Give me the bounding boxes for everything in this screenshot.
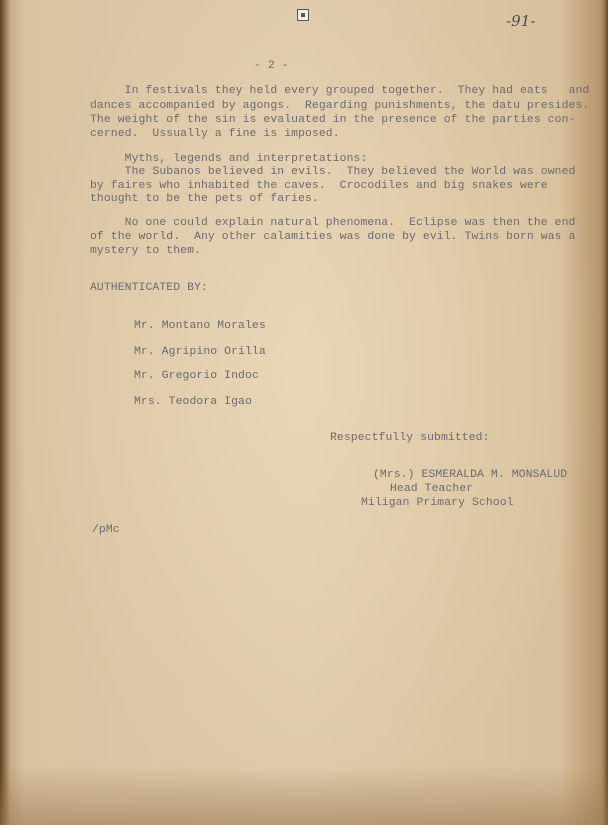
paragraph-2-line-4: thought to be the pets of faries. [90, 193, 319, 205]
paragraph-2-line-3: by faires who inhabited the caves. Crocodiles and big snakes were [90, 180, 548, 192]
paragraph-1-line-3: The weight of the sin is evaluated in the presence of the parties con- [90, 114, 576, 126]
authenticator-name-4: Mrs. Teodora Igao [134, 396, 252, 408]
staple-icon [297, 9, 309, 21]
paragraph-2-line-2: The Subanos believed in evils. They believed the World was owned [90, 166, 576, 178]
authenticated-by-heading: AUTHENTICATED BY: [90, 282, 208, 294]
paragraph-3-line-1: No one could explain natural phenomena. Eclipse was then the end [90, 217, 576, 229]
page-right-edge [600, 0, 608, 825]
page-left-edge [0, 0, 10, 825]
authenticator-name-2: Mr. Agripino Orilla [134, 346, 266, 358]
signer-title: Head Teacher [390, 483, 474, 495]
page-bottom-shade [0, 765, 608, 825]
paragraph-1-line-4: cerned. Ussually a fine is imposed. [90, 128, 340, 140]
paragraph-3-line-3: mystery to them. [90, 245, 201, 257]
typist-initials: /pMc [92, 524, 120, 536]
authenticator-name-1: Mr. Montano Morales [134, 320, 266, 332]
page-number: - 2 - [254, 60, 289, 72]
paragraph-1-line-1: In festivals they held every grouped together. They had eats and [90, 85, 590, 97]
signer-school: Miligan Primary School [361, 497, 514, 509]
paragraph-1-line-2: dances accompanied by agongs. Regarding punishments, the datu presides. [90, 100, 590, 112]
paragraph-2-line-1: Myths, legends and interpretations: [90, 153, 368, 165]
signer-name: (Mrs.) ESMERALDA M. MONSALUD [373, 469, 568, 481]
closing-salutation: Respectfully submitted: [330, 432, 490, 444]
authenticator-name-3: Mr. Gregorio Indoc [134, 370, 259, 382]
paragraph-3-line-2: of the world. Any other calamities was done by evil. Twins born was a [90, 231, 576, 243]
handwritten-page-number: -91- [506, 12, 536, 30]
